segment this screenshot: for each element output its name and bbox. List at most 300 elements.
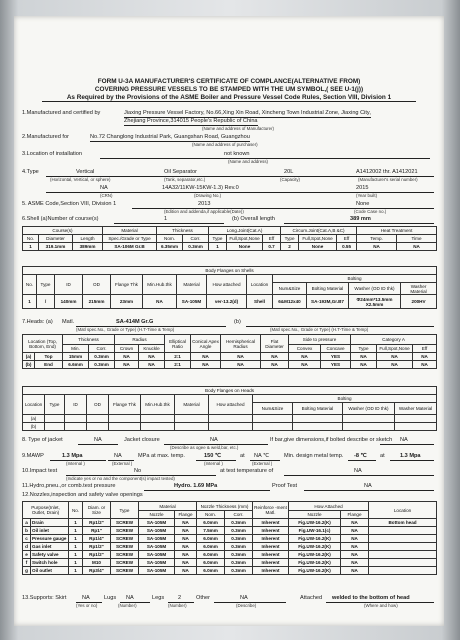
s13-lugs: NA (126, 595, 134, 601)
heads-sub: Convex (289, 345, 321, 353)
s13-cap-number: (Number) (118, 603, 137, 608)
nz-cell: Inherent (253, 567, 289, 575)
shell-cell: 319.1mm (39, 243, 73, 251)
s8-closure: NA (210, 437, 218, 443)
s4-capacity: 20L (284, 169, 294, 175)
s7-b: (b) (234, 319, 241, 325)
sf-cell: ver-13.2(d) (207, 295, 247, 309)
s4-crn: NA (100, 185, 108, 191)
s4-drawing: 14A32/11KW-15KW-1.3) Rev.0 (162, 185, 239, 191)
nz-cell: NA (175, 527, 197, 535)
nz-cell: 6.0mm (197, 535, 225, 543)
sf-cell: NA (143, 295, 177, 309)
nz-cell: 6.0mm (197, 543, 225, 551)
s4-cap-drawing: (Drawing No.) (194, 193, 222, 198)
nz-cell: g (23, 567, 31, 575)
shell-cell: 0.55 (337, 243, 357, 251)
nz-cell: Fig.UW-16.2(K) (289, 551, 341, 559)
nz-cell: SCREW (111, 527, 139, 535)
shell-hdr-circum-joint: Circum.Joint(Cat.A,B &C) (281, 227, 357, 235)
shell-hdr-courses: Course(s) (23, 227, 103, 235)
nz-cell: SA-105M (139, 551, 175, 559)
nz-cell: Fig.UW-16.1(c) (289, 527, 341, 535)
nz-cell: NA (341, 535, 369, 543)
sf-cell: 1 (23, 295, 37, 309)
heads-hdr: Elliptical Ratio (165, 335, 191, 353)
nz-cell: SCREW (111, 535, 139, 543)
sf-cell: 215mm (83, 295, 111, 309)
s11-line1 (144, 490, 270, 491)
nz-cell: Inherent (253, 535, 289, 543)
nz-cell: 0.3mm (225, 519, 253, 527)
s9-mawp: 1.3 Mpa (62, 453, 83, 459)
nz-cell: SCREW (111, 559, 139, 567)
s5-cases: None (356, 201, 370, 207)
nz-cell: Inherent (253, 527, 289, 535)
heads-sub: Min. (63, 345, 89, 353)
hf-hdr: Bolting Material (293, 403, 343, 415)
heads-cell: NA (413, 353, 437, 361)
nz-cell: Inherent (253, 551, 289, 559)
s8-line1 (78, 444, 118, 445)
shell-sub: No. (23, 235, 39, 243)
nz-cell: 1 (69, 527, 83, 535)
s4-cap-tank: (Tank, separator,etc.) (164, 177, 206, 182)
sf-hdr: ID (55, 275, 83, 295)
s13-other: NA (240, 595, 248, 601)
nz-cell: a (23, 519, 31, 527)
nz-sub: Corr. (225, 511, 253, 519)
shell-cell: 389mm (73, 243, 103, 251)
s9-temp2: NA ℃ (254, 453, 270, 459)
heads-sub: Knuckle (139, 345, 165, 353)
s13-legs: 2 (178, 595, 182, 601)
s13-cap-number2: (Number) (168, 603, 187, 608)
nz-cell: 1 (69, 535, 83, 543)
shell-cell: 2 (281, 243, 299, 251)
shell-cell: SA-106M Gr.B (103, 243, 157, 251)
heads-cell: 2:1 (165, 361, 191, 369)
heads-sub: Type (351, 345, 377, 353)
s6-line2 (284, 223, 434, 224)
s10-line2 (284, 475, 434, 476)
nz-cell: 7.5mm (197, 527, 225, 535)
s13-cap-yesno: (Yes or no) (76, 603, 98, 608)
s9-mawp2: NA (114, 453, 122, 459)
s11-line2 (304, 490, 434, 491)
heads-cell: NA (221, 361, 261, 369)
nz-cell: 1 (69, 551, 83, 559)
shell-sub: Eff (263, 235, 281, 243)
shell-sub: Temp. (357, 235, 397, 243)
s1-label: 1.Manufactured and certified by (22, 110, 101, 116)
hf-bolting: Bolting (253, 395, 437, 403)
s10-impact: No (134, 468, 142, 474)
heads-sub: Corr. (89, 345, 115, 353)
s6-courses: 1 (164, 216, 168, 222)
shell-sub: Eff (337, 235, 357, 243)
s8-jacket: NA (94, 437, 102, 443)
s12-label: 12.Nozzles,inspection and safety valve openings (22, 492, 143, 498)
heads-cell: 0.3mm (89, 361, 115, 369)
nz-hdr: Material (139, 502, 197, 511)
hf-hdr: Material (175, 395, 209, 415)
s4-cap-serial: (Manufacturer's serial number) (358, 177, 418, 182)
sf-cell: 200HV (401, 295, 437, 309)
s1-caption: (Name and address of Manufacturer) (202, 126, 274, 131)
hf-hdr: Flange Thk (109, 395, 141, 415)
nz-cell: Inherent (253, 559, 289, 567)
nz-cell (369, 551, 437, 559)
s4-cap-capacity: (Capacity) (280, 177, 301, 182)
s13-other-label: Other (196, 595, 210, 601)
s10-at-label: at test temperature of (220, 468, 274, 474)
nz-cell: NA (341, 567, 369, 575)
nz-cell: NA (175, 567, 197, 575)
heads-cell: 0.3mm (89, 353, 115, 361)
nz-cell: Pressure gauge (31, 535, 69, 543)
sf-hdr: Material (177, 275, 207, 295)
heads-hdr: Category A (351, 335, 437, 345)
heads-cell: NA (261, 361, 289, 369)
heads-sub: Full,Spot,None (377, 345, 413, 353)
sf-cell: SA-105M (177, 295, 207, 309)
sf-cell: SA-193M,Gr.B7 (307, 295, 349, 309)
certificate-document (14, 16, 444, 626)
heads-cell: NA (377, 353, 413, 361)
nz-cell: M10 (83, 559, 111, 567)
s4-cap-type: (Horizontal, Vertical, or sphere) (50, 177, 111, 182)
nz-cell: NA (175, 543, 197, 551)
nz-cell: c (23, 535, 31, 543)
s4-label: 4.Type (22, 169, 39, 175)
s7-label: 7.Heads: (a) (22, 319, 53, 325)
nz-cell: NA (341, 527, 369, 535)
nz-cell: Inherent (253, 519, 289, 527)
heads-cell: NA (351, 353, 377, 361)
s8-cap-closure: (Describe as ogee & weld,bar, etc.) (170, 445, 239, 450)
nz-cell: NA (175, 559, 197, 567)
s4-type: Vertical (76, 169, 95, 175)
heads-cell: NA (139, 361, 165, 369)
shell-hdr-material: Material (103, 227, 157, 235)
nz-cell: SCREW (111, 519, 139, 527)
s9-cap-internal: (Internal ) (66, 461, 85, 466)
s6-overall-label: (b) Overall length (232, 216, 275, 222)
s4-tank: Oil Separator (164, 169, 197, 175)
s13-cap-describe: (Describe) (236, 603, 257, 608)
nz-cell (369, 559, 437, 567)
nz-sub: Nozzle (289, 511, 341, 519)
shell-cell: 1 (23, 243, 39, 251)
s9-temp: 150 ℃ (204, 453, 222, 459)
shell-sub: Full,Spot,None (227, 235, 263, 243)
hf-hdr: Min.Hub.thk (141, 395, 175, 415)
sf-cell: Φ24mm*13.5mm X2.5mm (349, 295, 401, 309)
shell-sub: Spec./Grade or Type (103, 235, 157, 243)
sf-bolting: Bolting (273, 275, 437, 283)
nz-cell: NA (341, 543, 369, 551)
nz-cell: b (23, 527, 31, 535)
s2-label: 2.Manufactured for (22, 134, 69, 140)
nz-hdr: Reinforce -ment Matl. (253, 502, 289, 519)
sf-cell: / (37, 295, 55, 309)
nozzles-table (22, 501, 437, 575)
nz-cell: SA-105M (139, 567, 175, 575)
heads-hdr: Flat Diameter (261, 335, 289, 353)
s13-cap-where: (Where and how) (364, 603, 398, 608)
heads-cell: 15mm (63, 353, 89, 361)
s9-line5 (348, 460, 376, 461)
nz-cell: Rp1/2" (83, 551, 111, 559)
s3-value: not known (224, 151, 250, 157)
shell-sub: Full,Spot,None (299, 235, 337, 243)
nz-cell: 0.3mm (225, 559, 253, 567)
hf-hdr: Washer Material (395, 403, 437, 415)
nz-cell: Safety valve (31, 551, 69, 559)
heads-cell: 6.6mm (63, 361, 89, 369)
s9-line6 (390, 460, 434, 461)
nz-cell: NA (175, 551, 197, 559)
nz-cell: NA (341, 559, 369, 567)
shell-hdr-heat-treatment: Heat Treatment (357, 227, 437, 235)
nz-sub: Flange (175, 511, 197, 519)
heads-cell: NA (351, 361, 377, 369)
nz-cell: SA-105M (139, 527, 175, 535)
nz-cell (369, 543, 437, 551)
nz-cell: Oil inlet (31, 527, 69, 535)
sf-hdr: Bolting Material (307, 283, 349, 295)
hf-hdr: Type (45, 395, 65, 415)
sf-cell: 6&M12x40 (273, 295, 307, 309)
shell-sub: Time (397, 235, 437, 243)
shell-table (22, 226, 437, 251)
shell-sub: Diameter (39, 235, 73, 243)
nz-cell: 0.3mm (225, 551, 253, 559)
heads-sub: Crown (115, 345, 139, 353)
sf-cell: Shell (247, 295, 273, 309)
shell-sub: Length (73, 235, 103, 243)
nz-cell: SA-105M (139, 535, 175, 543)
hf-cell: (b) (23, 423, 45, 431)
shell-sub: Corr. (183, 235, 209, 243)
hf-hdr: Location (23, 395, 45, 415)
heads-cell: (b) (23, 361, 35, 369)
heads-cell: Top (35, 353, 63, 361)
nz-cell: SCREW (111, 551, 139, 559)
heads-cell: NA (139, 353, 165, 361)
shell-sub: Nom. (157, 235, 183, 243)
shell-cell: None (227, 243, 263, 251)
nz-cell: Oil outlet (31, 567, 69, 575)
s13-skirt: NA (82, 595, 90, 601)
nz-cell: Fig.UW-16.2(K) (289, 543, 341, 551)
heads-cell: NA (289, 361, 321, 369)
s9-cap-external2: (External ) (252, 461, 273, 466)
s7-cap-b: (Matl spec.No., Grade or Type) (H.T-Time & Temp) (270, 327, 369, 332)
nz-cell: 1 (69, 519, 83, 527)
sf-cell: 23mm (111, 295, 143, 309)
form-title-line2: COVERING PRESSURE VESSELS TO BE STAMPED WITH THE UM SYMBOL,( SEE U-1(j)) (94, 86, 364, 93)
nz-hdr: No. (69, 502, 83, 519)
s10-temp: NA (354, 468, 362, 474)
head-flanges-title: Body Flanges on Heads (23, 387, 437, 395)
nz-cell: 6.0mm (197, 559, 225, 567)
nz-hdr: Type (111, 502, 139, 519)
sf-hdr: Location (247, 275, 273, 295)
nz-cell: Switch hole (31, 559, 69, 567)
heads-cell: NA (115, 353, 139, 361)
s13-label: 13.Supports: Skirt (22, 595, 67, 601)
s9-label: 9.MAWP (22, 453, 44, 459)
s2-caption: (Name and address of purchaser) (192, 142, 258, 147)
sf-hdr: Washer Material (401, 283, 437, 295)
s4-cap-year: (Year built) (356, 193, 378, 198)
s9-at-label: MPa at max. temp. (138, 453, 185, 459)
sf-hdr: No. (23, 275, 37, 295)
nz-hdr: Nozzle Thickness (mm) (197, 502, 253, 511)
heads-cell: YES (321, 353, 351, 361)
shell-flanges-title: Body Flanges on Shells (23, 267, 437, 275)
heads-cell: NA (221, 353, 261, 361)
sf-hdr: OD (83, 275, 111, 295)
s1-value: Jiaxing Pressure Vessel Factory, No.66,Xing Xin Road, Xincheng Town Industrial Zone, Jiaxing City, (124, 110, 371, 116)
s11-proof-label: Proof Test (272, 483, 298, 489)
nz-sub: Flange (341, 511, 369, 519)
nz-cell (369, 567, 437, 575)
nz-cell: 6.0mm (197, 551, 225, 559)
form-title-line3: As Required by the Provisions of the ASME Boiler and Pressure Vessel Code Rules, Section VIII, Division 1 (42, 95, 416, 102)
nz-cell: 6.0mm (197, 519, 225, 527)
nz-cell: Fig.UW-16.2(K) (289, 519, 341, 527)
head-flanges-table (22, 386, 437, 431)
s9-mdmt-at: at (380, 453, 385, 459)
s9-mdmt: -8 ℃ (354, 453, 367, 459)
shell-sub: Type (209, 235, 227, 243)
nz-hdr: Purpose(Inlet, Outlet, Drain) (23, 502, 69, 519)
s1-value2: Zhejiang Province,314015 People's Republic of China (124, 118, 258, 124)
s4-serial: A1412002 thr. A1412021 (356, 169, 418, 175)
sf-hdr: Type (37, 275, 55, 295)
nz-cell: 0.3mm (225, 535, 253, 543)
nz-cell: NA (175, 519, 197, 527)
shell-hdr-long-joint: Long.Joint(Cat.A) (209, 227, 281, 235)
nz-hdr: Diam. or Size (83, 502, 111, 519)
sf-cell: 140mm (55, 295, 83, 309)
nz-cell: 0.3mm (225, 567, 253, 575)
s8-closure-label: Jacket closure (124, 437, 160, 443)
heads-cell: NA (191, 353, 221, 361)
heads-cell: (a) (23, 353, 35, 361)
nz-cell: 1 (69, 543, 83, 551)
nz-hdr: Location (369, 502, 437, 519)
sf-hdr: Flange Thk (111, 275, 143, 295)
s6-overall: 389 mm (350, 216, 371, 222)
nz-cell (369, 527, 437, 535)
shell-cell: NA (357, 243, 397, 251)
nz-cell: 0.3mm (225, 543, 253, 551)
s8-label: 8. Type of jacket (22, 437, 63, 443)
nz-cell: NA (341, 519, 369, 527)
s3-label: 3.Location of installation (22, 151, 83, 157)
s10-cap: (Indicate yes or no and the component(s) impact tested) (66, 476, 175, 481)
s9-cap-external: (External ) (112, 461, 133, 466)
s13-legs-label: Legs (152, 595, 165, 601)
sf-hdr: Washer (OD ID thk) (349, 283, 401, 295)
nz-cell: Inherent (253, 543, 289, 551)
nz-cell: NA (175, 535, 197, 543)
nz-cell: Rp3/4" (83, 567, 111, 575)
s7-material: SA-414M Gr.G (116, 319, 154, 325)
form-title-line1: FORM U-3A MANUFACTURER'S CERTIFICATE OF COMPLANCE(ALTERNATIVE FROM) (97, 78, 361, 85)
s9-cap-internal2: (Internal ) (204, 461, 223, 466)
nz-sub: Nozzle (139, 511, 175, 519)
heads-hdr: Radius (115, 335, 165, 345)
s4-year: 2015 (356, 185, 369, 191)
heads-hdr: Thickness (63, 335, 115, 345)
heads-cell: NA (377, 361, 413, 369)
nz-cell: e (23, 551, 31, 559)
nz-cell: 1 (69, 567, 83, 575)
s10-label: 10.Impact test (22, 468, 58, 474)
s11-proof: NA (364, 483, 372, 489)
s5-year: 2013 (198, 201, 211, 207)
shell-cell: 1 (209, 243, 227, 251)
nz-cell: SA-105M (139, 559, 175, 567)
hf-hdr: Washer (OD ID thk) (343, 403, 395, 415)
s11-test: Hydro. 1.69 MPa (174, 483, 218, 489)
sf-hdr: Min.Hub.thk (143, 275, 177, 295)
nz-cell: Rp1/2" (83, 519, 111, 527)
heads-cell: NA (413, 361, 437, 369)
s8-line3 (380, 444, 434, 445)
nz-cell: 6.0mm (197, 567, 225, 575)
shell-flanges-table (22, 266, 437, 309)
heads-cell: NA (191, 361, 221, 369)
s7-matl: Matl. (62, 319, 75, 325)
nz-cell: Gas inlet (31, 543, 69, 551)
nz-cell: Fig.UW-16.2(K) (289, 559, 341, 567)
s3-caption: (Name and address) (228, 159, 269, 164)
s9-mdmt-label: Min. design metal temp. (284, 453, 344, 459)
heads-sub: Concave (321, 345, 351, 353)
nz-cell: Rp1/2" (83, 543, 111, 551)
s5-label: 5. ASME Code,Section VIII, Division 1 (22, 201, 117, 207)
s8-bar: NA (400, 437, 408, 443)
hf-cell: (a) (23, 415, 45, 423)
shell-cell: 6.35mm (157, 243, 183, 251)
nz-sub: Nom. (197, 511, 225, 519)
s6-line1 (114, 223, 224, 224)
s13-attached: welded to the bottom of head (332, 595, 410, 601)
nz-cell: Rp1/4" (83, 535, 111, 543)
shell-sub: Type (281, 235, 299, 243)
shell-hdr-thickness: Thickness (157, 227, 209, 235)
heads-hdr: Location (Top, Bottom, End) (23, 335, 63, 353)
s13-lugs-label: Lugs (104, 595, 117, 601)
nz-cell: Fig.UW-16.2(K) (289, 535, 341, 543)
hf-hdr: OD (87, 395, 109, 415)
shell-cell: 0.3mm (183, 243, 209, 251)
s9-at: at (240, 453, 245, 459)
shell-cell: None (299, 243, 337, 251)
heads-cell: NA (289, 353, 321, 361)
nz-cell: SCREW (111, 567, 139, 575)
heads-cell: 2:1 (165, 353, 191, 361)
nz-cell: SA-105M (139, 519, 175, 527)
heads-cell: NA (115, 361, 139, 369)
nz-cell: d (23, 543, 31, 551)
